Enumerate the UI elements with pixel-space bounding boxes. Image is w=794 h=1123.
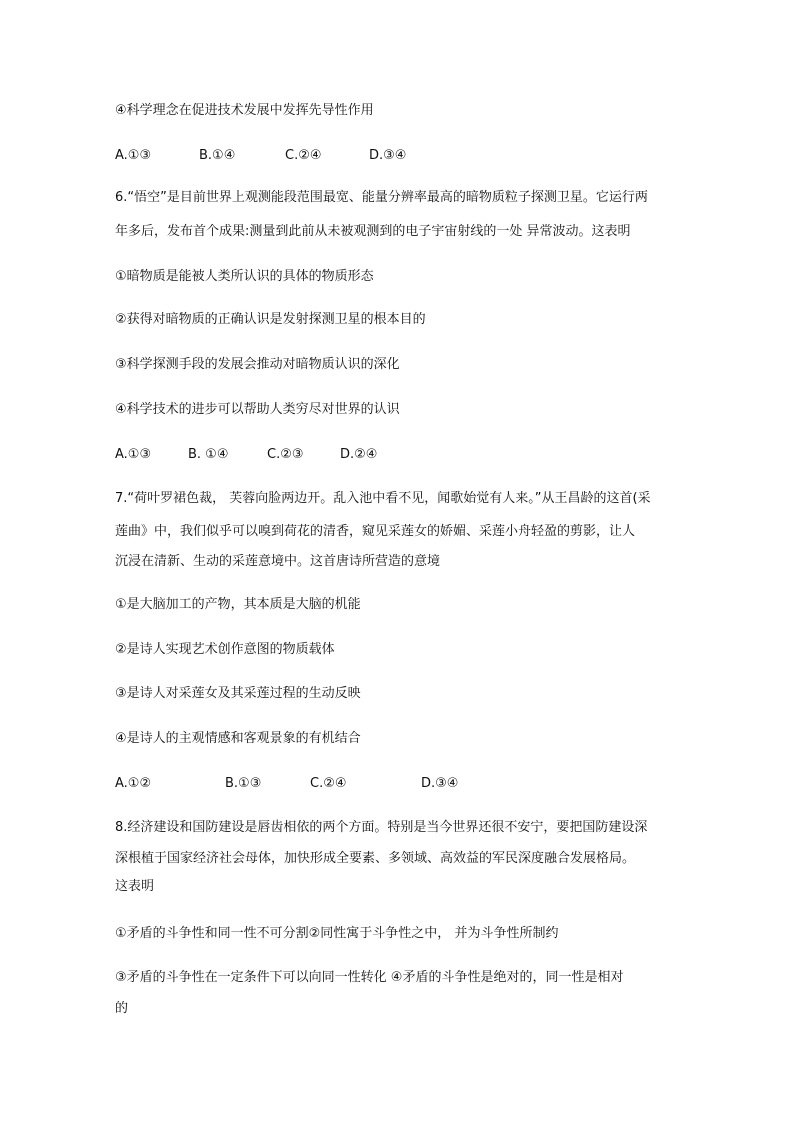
q5-option-b: B.①④ bbox=[199, 148, 236, 163]
q7-statement-3: ③是诗人对采莲女及其采莲过程的生动反映 bbox=[115, 686, 361, 701]
q5-option-a: A.①③ bbox=[115, 148, 152, 163]
q6-option-b: B. ①④ bbox=[188, 447, 229, 462]
q7-stem-line-1: 7.“荷叶罗裙色裁， 芙蓉向脸两边开。乱入池中看不见，闻歌始觉有人来。”从王昌龄的这首(采 bbox=[115, 491, 651, 506]
q6-stem-line-2: 年多后，发布首个成果:测量到此前从未被观测到的电子宇宙射线的一处 异常波动。这表明 bbox=[115, 224, 631, 239]
q6-stem-line-1: 6.“悟空”是目前世界上观测能段范围最宽、能量分辨率最高的暗物质粒子探测卫星。它运行两 bbox=[115, 190, 648, 205]
q7-stem-line-3: 沉浸在清新、生动的采莲意境中。这首唐诗所营造的意境 bbox=[115, 554, 441, 569]
q8-stem-line-1: 8.经济建设和国防建设是唇齿相依的两个方面。特别是当今世界还很不安宁，要把国防建设深 bbox=[115, 820, 648, 835]
q6-option-c: C.②③ bbox=[267, 447, 304, 462]
q7-stem-line-2: 莲曲》中，我们似乎可以嗅到荷花的清香，窥见采莲女的娇媚、采莲小舟轻盈的剪影，让人 bbox=[115, 524, 636, 539]
q7-statement-2: ②是诗人实现艺术创作意图的物质载体 bbox=[115, 642, 335, 657]
q7-statement-4: ④是诗人的主观情感和客观景象的有机结合 bbox=[115, 731, 361, 746]
q8-stem-line-3: 这表明 bbox=[115, 879, 155, 894]
q8-stem-line-2: 深根植于国家经济社会母体，加快形成全要素、多领域、高效益的军民深度融合发展格局。 bbox=[115, 851, 636, 866]
q6-statement-3: ③科学探测手段的发展会推动对暗物质认识的深化 bbox=[115, 357, 400, 372]
q8-statements-line-3: 的 bbox=[115, 1001, 129, 1016]
q8-statements-line-2: ③矛盾的斗争性在一定条件下可以向同一性转化 ④矛盾的斗争性是绝对的，同一性是相对 bbox=[115, 970, 624, 985]
q7-option-b: B.①③ bbox=[225, 776, 262, 791]
q6-statement-2: ②获得对暗物质的正确认识是发射探测卫星的根本目的 bbox=[115, 312, 426, 327]
q7-statement-1: ①是大脑加工的产物，其本质是大脑的机能 bbox=[115, 597, 361, 612]
q6-statement-1: ①暗物质是能被人类所认识的具体的物质形态 bbox=[115, 269, 374, 284]
q5-option-d: D.③④ bbox=[369, 148, 407, 163]
q8-statements-line-1: ①矛盾的斗争性和同一性不可分割②同性寓于斗争性之中， 并为斗争性所制约 bbox=[115, 926, 559, 941]
q5-option-c: C.②④ bbox=[285, 148, 322, 163]
q7-option-c: C.②④ bbox=[310, 776, 347, 791]
q7-option-a: A.①② bbox=[115, 776, 152, 791]
q5-statement-4: ④科学理念在促进技术发展中发挥先导性作用 bbox=[115, 103, 374, 118]
q6-option-a: A.①③ bbox=[115, 447, 152, 462]
q6-statement-4: ④科学技术的进步可以帮助人类穷尽对世界的认识 bbox=[115, 402, 400, 417]
q6-option-d: D.②④ bbox=[340, 447, 378, 462]
q7-option-d: D.③④ bbox=[421, 776, 459, 791]
